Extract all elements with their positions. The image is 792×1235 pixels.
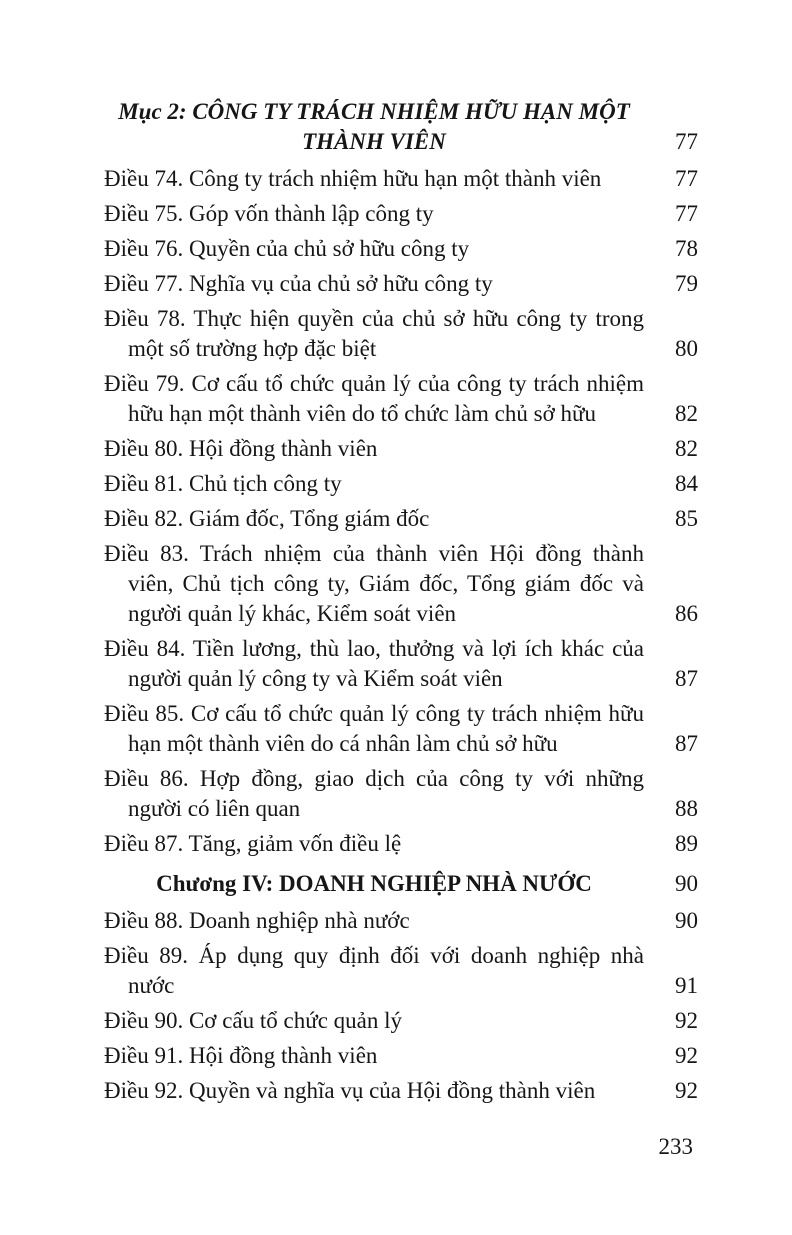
toc-entry-label: Điều 75. Góp vốn thành lập công ty [104, 201, 434, 226]
toc-entry-page-number: 82 [675, 401, 698, 426]
toc-entry-page-number: 92 [675, 1008, 698, 1033]
toc-entry [104, 434, 698, 464]
toc-entry-page-number: 80 [675, 336, 698, 361]
toc-entry-label: Điều 74. Công ty trách nhiệm hữu hạn một thành viên [104, 166, 602, 191]
toc-entry-label: Điều 87. Tăng, giảm vốn điều lệ [104, 831, 402, 856]
toc-entry-page-number: 86 [675, 601, 698, 626]
toc-entry [104, 539, 698, 629]
toc-entry-page-number: 92 [675, 1043, 698, 1068]
toc-entry [104, 1076, 698, 1106]
toc-entry [104, 369, 698, 429]
toc-entry [104, 504, 698, 534]
toc-entry [104, 829, 698, 859]
toc-entry [104, 164, 698, 194]
toc-entry-page-number: 85 [675, 506, 698, 531]
heading-page-number: 90 [675, 871, 698, 896]
toc-entry [104, 234, 698, 264]
section-heading [104, 97, 698, 157]
toc-entry-label: Điều 77. Nghĩa vụ của chủ sở hữu công ty [104, 271, 493, 296]
toc-entry [104, 941, 698, 1001]
toc-entry-label: Điều 76. Quyền của chủ sở hữu công ty [104, 236, 470, 261]
toc-entry [104, 699, 698, 759]
heading-page-number: 77 [675, 129, 698, 154]
toc-entry-label: Điều 79. Cơ cấu tổ chức quản lý của công ty trách nhiệm hữu hạn một thành viên do tổ chức làm chủ sở hữu [104, 371, 644, 426]
heading-label: Mục 2: CÔNG TY TRÁCH NHIỆM HỮU HẠN MỘT THÀNH VIÊN [118, 99, 630, 154]
footer-page-number: 233 [658, 1134, 693, 1159]
toc-entry-label: Điều 90. Cơ cấu tổ chức quản lý [104, 1008, 403, 1033]
toc-entry-page-number: 77 [675, 201, 698, 226]
toc-entry-page-number: 84 [675, 471, 698, 496]
toc-entry-page-number: 91 [675, 973, 698, 998]
toc-entry [104, 764, 698, 824]
toc-entry-label: Điều 80. Hội đồng thành viên [104, 436, 378, 461]
toc-entry-label: Điều 83. Trách nhiệm của thành viên Hội đồng thành viên, Chủ tịch công ty, Giám đốc, Tổng giám đốc và người quản lý khác, Kiểm soát viên [104, 541, 644, 626]
toc-entry-label: Điều 78. Thực hiện quyền của chủ sở hữu công ty trong một số trường hợp đặc biệt [104, 306, 644, 361]
toc-entry [104, 906, 698, 936]
toc-entry [104, 1041, 698, 1071]
toc-entry-page-number: 90 [675, 908, 698, 933]
toc-entry [104, 199, 698, 229]
toc-entry [104, 469, 698, 499]
toc-entry [104, 634, 698, 694]
page-footer [659, 1133, 694, 1161]
toc-entry [104, 1006, 698, 1036]
toc-entry-page-number: 79 [675, 271, 698, 296]
toc-entry-label: Điều 86. Hợp đồng, giao dịch của công ty với những người có liên quan [104, 766, 644, 821]
toc-entry-page-number: 77 [675, 166, 698, 191]
toc-entry-page-number: 87 [675, 731, 698, 756]
toc-entry-label: Điều 85. Cơ cấu tổ chức quản lý công ty trách nhiệm hữu hạn một thành viên do cá nhân làm chủ sở hữu [104, 701, 644, 756]
toc-entry-page-number: 92 [675, 1078, 698, 1103]
toc-entry-label: Điều 81. Chủ tịch công ty [104, 471, 342, 496]
toc-entry-page-number: 88 [675, 796, 698, 821]
toc-entry-page-number: 82 [675, 436, 698, 461]
toc-entry-label: Điều 91. Hội đồng thành viên [104, 1043, 378, 1068]
toc-entry-page-number: 87 [675, 666, 698, 691]
toc-entry-label: Điều 92. Quyền và nghĩa vụ của Hội đồng thành viên [104, 1078, 596, 1103]
toc-entry-page-number: 78 [675, 236, 698, 261]
toc-entry [104, 269, 698, 299]
toc-entry-label: Điều 88. Doanh nghiệp nhà nước [104, 908, 410, 933]
toc-entry [104, 304, 698, 364]
toc-entry-label: Điều 82. Giám đốc, Tổng giám đốc [104, 506, 430, 531]
heading-label: Chương IV: DOANH NGHIỆP NHÀ NƯỚC [156, 871, 592, 896]
chapter-heading [104, 869, 698, 899]
toc-entry-label: Điều 89. Áp dụng quy định đối với doanh nghiệp nhà nước [104, 943, 644, 998]
toc-entry-label: Điều 84. Tiền lương, thù lao, thưởng và lợi ích khác của người quản lý công ty và Kiểm soát viên [104, 636, 644, 691]
toc-entry-page-number: 89 [675, 831, 698, 856]
